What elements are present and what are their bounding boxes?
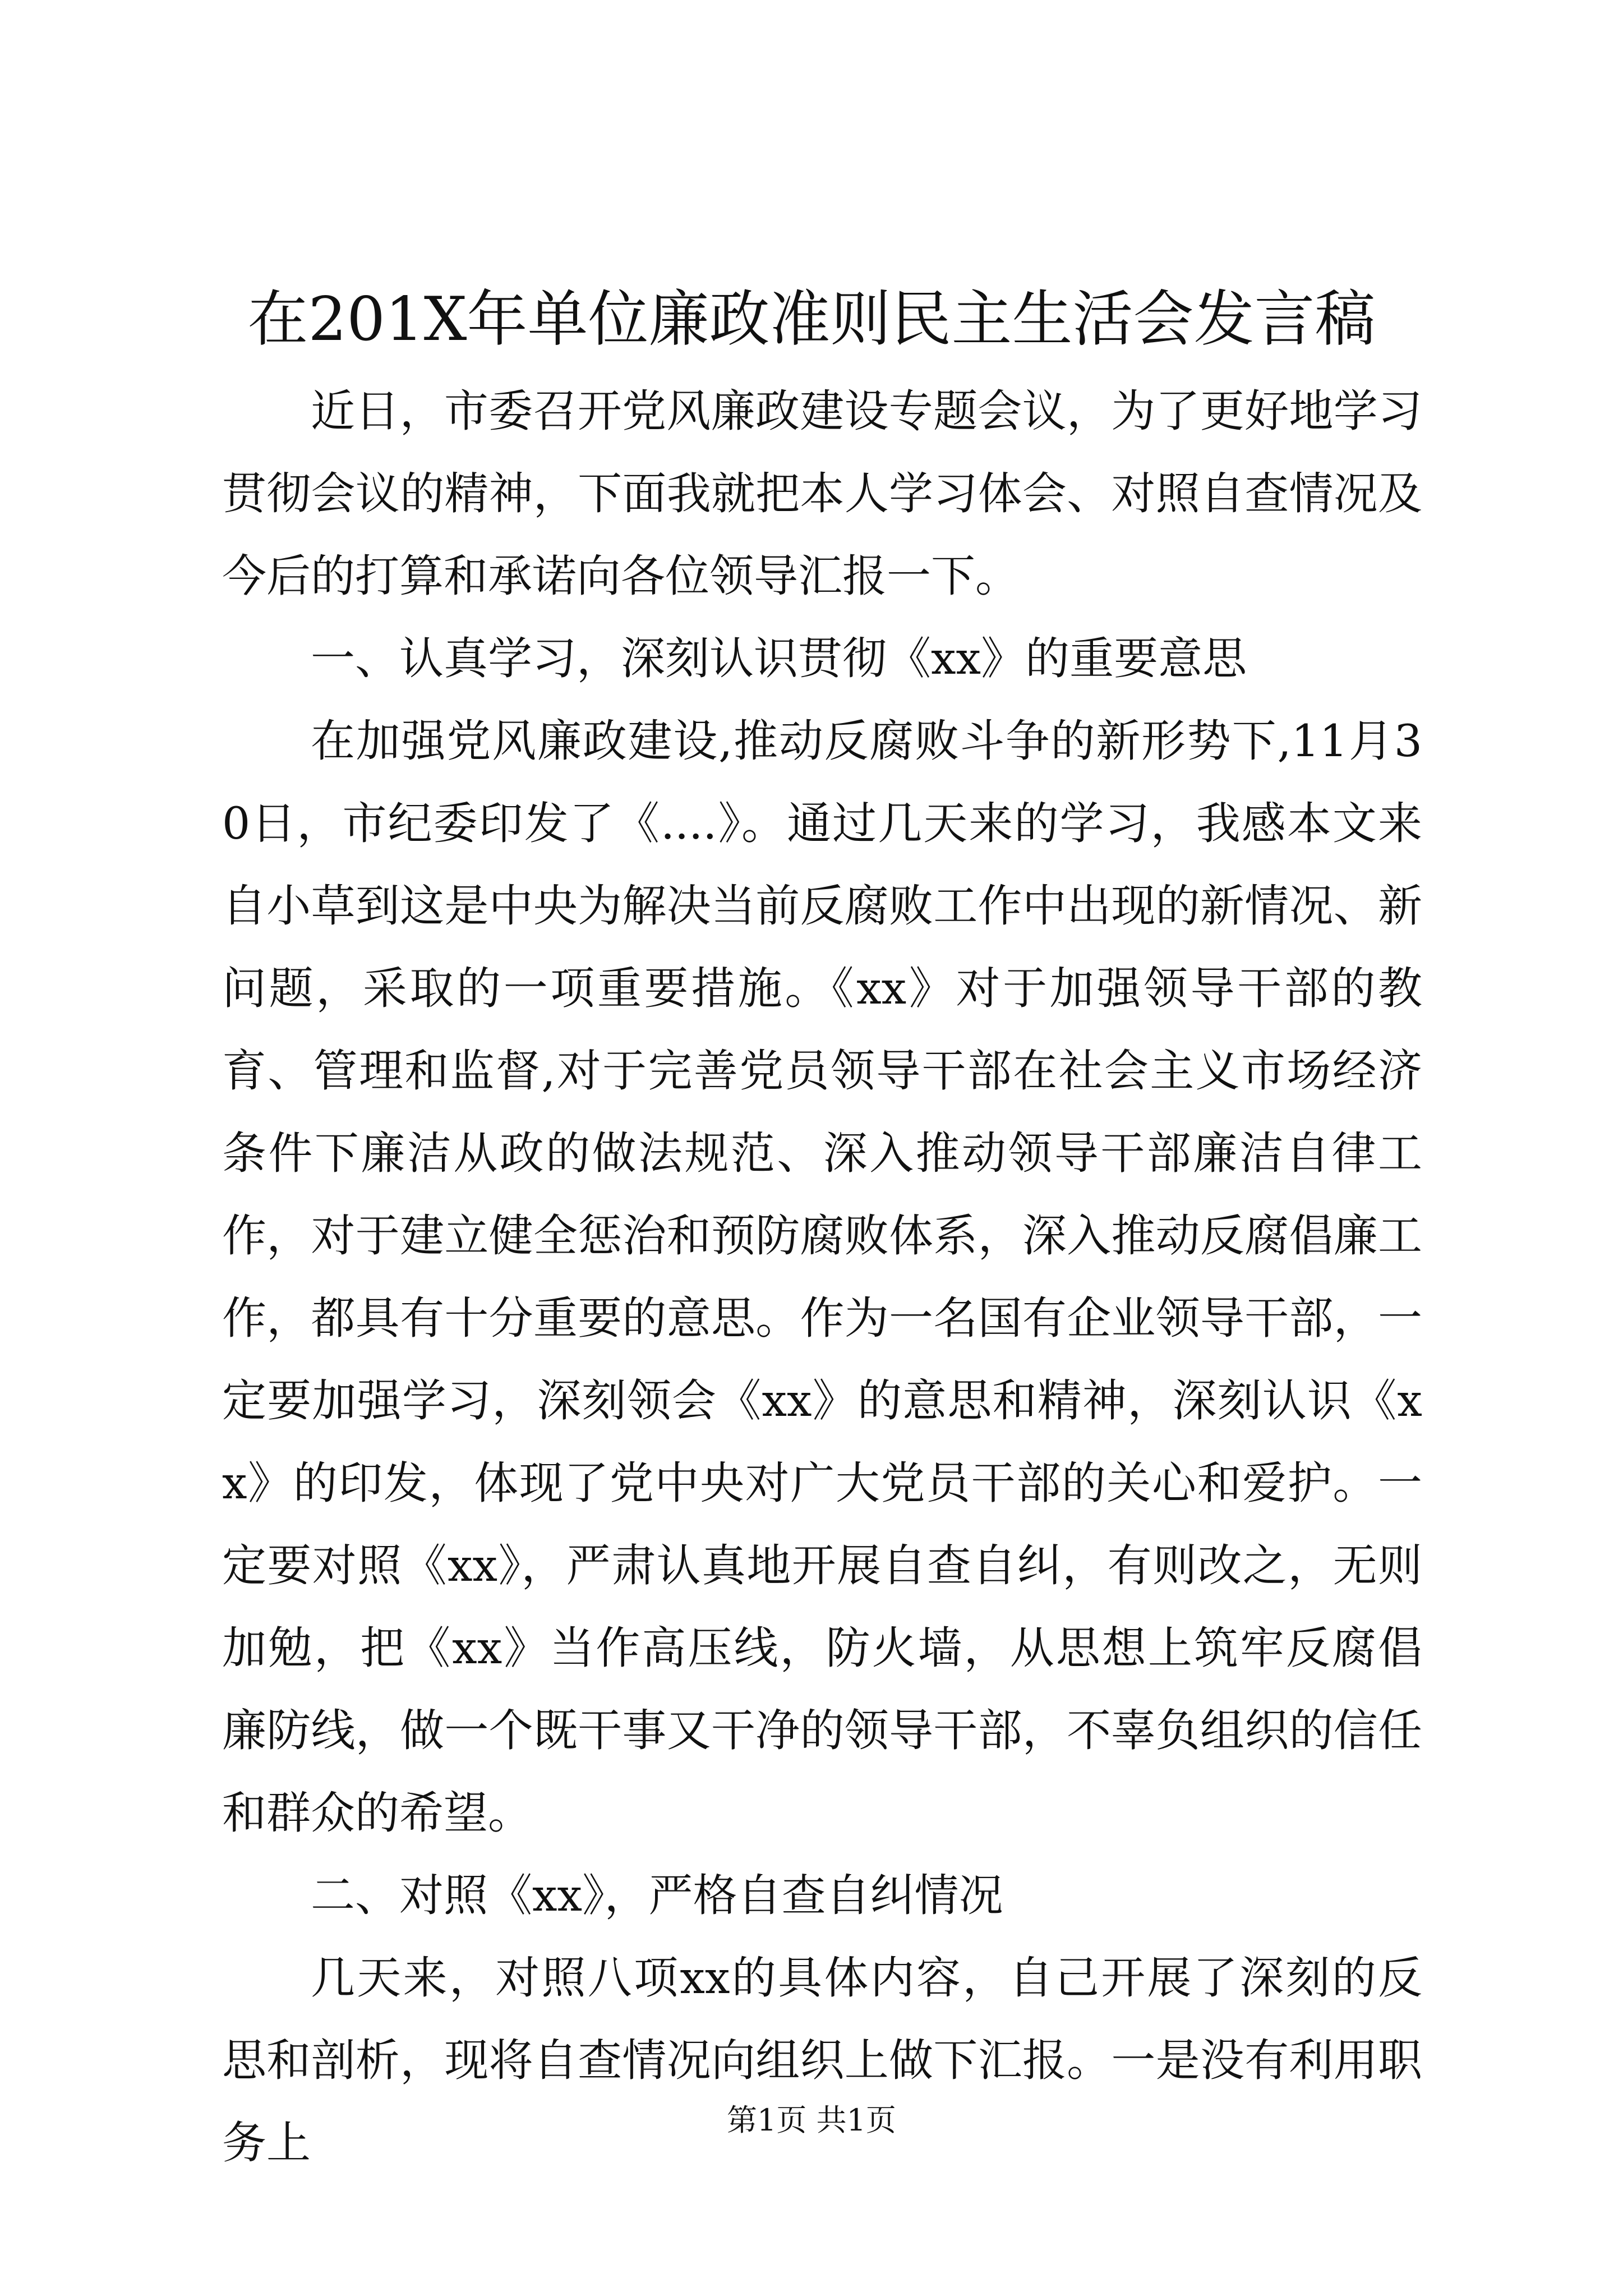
paragraph-intro: 近日，市委召开党风廉政建设专题会议，为了更好地学习贯彻会议的精神，下面我就把本人学习体会、对照自查情况及今后的打算和承诺向各位领导汇报一下。 (222, 385, 1422, 602)
page-footer: 第1页 共1页 (727, 2102, 896, 2138)
paragraph-section-2: 几天来，对照八项xx的具体内容，自己开展了深刻的反思和剖析，现将自查情况向组织上做下汇报。一是没有利用职务上 (222, 1952, 1422, 2169)
paragraph-section-1: 在加强党风廉政建设,推动反腐败斗争的新形势下,11月30日，市纪委印发了《....》。通过几天来的学习，我感本文来自小草到这是中央为解决当前反腐败工作中出现的新情况、新问题，采取的一项重要措施。《xx》对于加强领导干部的教育、管理和监督,对于完善党员领导干部在社会主义市场经济条件下廉洁从政的做法规范、深入推动领导干部廉洁自律工作，对于建立健全惩治和预防腐败体系，深入推动反腐倡廉工作，都具有十分重要的意思。作为一名国有企业领导干部，一定要加强学习，深刻领会《xx》的意思和精神，深刻认识《xx》的印发，体现了党中央对广大党员干部的关心和爱护。一定要对照《xx》，严肃认真地开展自查自纠，有则改之，无则加勉，把《xx》当作高压线，防火墙，从思想上筑牢反腐倡廉防线，做一个既干事又干净的领导干部，不辜负组织的信任和群众的希望。 (222, 715, 1422, 1839)
section-heading-1: 一、认真学习，深刻认识贯彻《xx》的重要意思 (311, 633, 1247, 684)
section-heading-2: 二、对照《xx》，严格自查自纠情况 (311, 1870, 1003, 1921)
document-title: 在201X年单位廉政准则民主生活会发言稿 (247, 284, 1376, 355)
document-body (222, 370, 1422, 2184)
